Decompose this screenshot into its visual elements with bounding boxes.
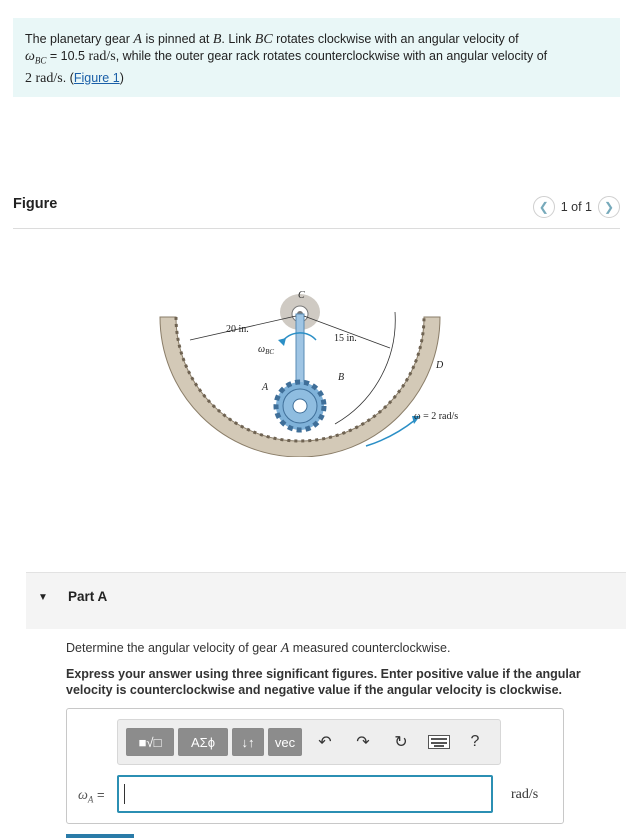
question-var: A [280, 641, 290, 656]
answer-label-sub: A [87, 794, 94, 805]
greek-button[interactable]: ΑΣϕ [178, 728, 228, 756]
rack-value: 2 rad/s [25, 70, 63, 86]
label-b: B [338, 372, 345, 383]
chevron-left-icon: ❮ [538, 200, 549, 214]
undo-icon[interactable]: ↶ [318, 734, 332, 751]
question-post: measured counterclockwise. [289, 641, 451, 655]
omega-bc-sub: BC [265, 348, 275, 356]
templates-button[interactable]: ■√□ [126, 728, 174, 756]
arrows-button[interactable]: ↓↑ [232, 728, 264, 756]
problem-statement [13, 18, 620, 97]
figure-header [13, 192, 620, 229]
problem-var-a: A [133, 32, 142, 47]
arrow-head-icon [278, 338, 286, 346]
label-20in: 20 in. [226, 324, 249, 335]
problem-text: . Link [221, 32, 255, 46]
planetary-gear-figure [150, 282, 490, 457]
part-a-header[interactable] [26, 572, 626, 629]
problem-var-b: B [212, 32, 222, 47]
submit-button[interactable] [66, 834, 134, 838]
vec-button[interactable]: vec [268, 728, 302, 756]
question-pre: Determine the angular velocity of gear [66, 641, 281, 655]
omega-symbol: ω [25, 49, 35, 64]
answer-box [66, 708, 564, 824]
answer-label [78, 787, 105, 805]
help-button[interactable]: ? [470, 733, 480, 750]
keyboard-icon[interactable] [426, 731, 452, 753]
answer-label-main: ω [78, 788, 88, 803]
problem-var-bc: BC [254, 32, 273, 47]
redo-icon[interactable]: ↷ [356, 734, 370, 751]
problem-text: rotates clockwise with an angular velocity of [272, 32, 519, 46]
label-d: D [436, 360, 444, 371]
reset-icon[interactable]: ↻ [394, 734, 408, 751]
answer-unit: rad/s [511, 787, 539, 802]
part-a-label: Part A [68, 589, 108, 604]
problem-text: The planetary gear [25, 32, 134, 46]
question-text [66, 640, 611, 657]
prev-figure-button[interactable] [533, 196, 555, 218]
chevron-right-icon: ❯ [603, 200, 615, 214]
label-15in: 15 in. [334, 333, 357, 344]
label-a: A [262, 382, 269, 393]
pager-text: 1 of 1 [560, 200, 592, 214]
label-omega-rack: ω = 2 rad/s [414, 411, 459, 422]
collapse-triangle-icon[interactable]: ▼ [38, 592, 48, 603]
figure-pager [533, 196, 620, 218]
problem-text: ) [119, 70, 124, 85]
problem-text: = 10.5 [46, 49, 89, 63]
figure-link[interactable]: Figure 1 [73, 70, 120, 85]
figure-title: Figure [13, 196, 58, 212]
pin-b [293, 399, 307, 413]
label-omega-bc [258, 344, 274, 356]
text-caret [124, 784, 125, 804]
omega-subscript: BC [34, 55, 47, 66]
omega-bc-main: ω [258, 344, 266, 355]
problem-text: is pinned at [141, 32, 213, 46]
label-c: C [298, 290, 305, 301]
omega-unit: rad/s [88, 49, 116, 64]
answer-input[interactable] [117, 775, 493, 813]
answer-label-eq: = [93, 787, 105, 802]
problem-text: , while the outer gear rack rotates counterclockwise with an angular velocity of [115, 49, 548, 63]
next-figure-button[interactable] [598, 196, 620, 218]
problem-text: . ( [62, 70, 74, 85]
math-toolbar [117, 719, 501, 765]
instructions-text: Express your answer using three significant figures. Enter positive value if the angular velocity is counterclockwise and negative value if the angular velocity is clockwise. [66, 667, 581, 697]
